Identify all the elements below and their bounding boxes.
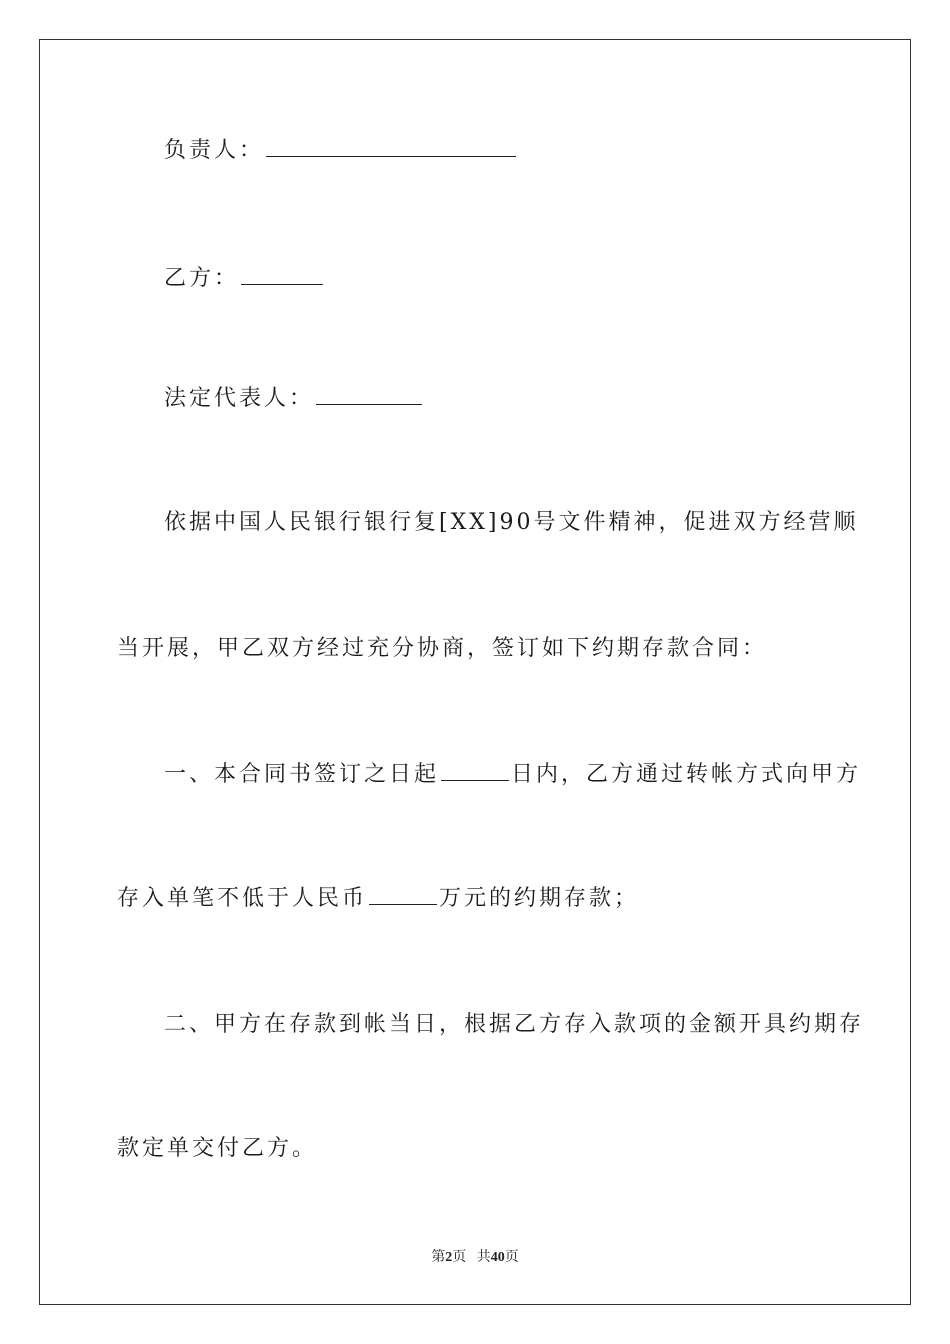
paragraph-line: 当开展，甲乙双方经过充分协商，签订如下约期存款合同： [117,636,768,661]
page-border [39,39,911,1305]
party-b-label: 乙方： [164,266,240,291]
legal-rep-blank [316,384,422,405]
paragraph-line: 依据中国人民银行银行复[XX]90号文件精神，促进双方经营顺 [164,510,859,535]
clause-text: 一、本合同书签订之日起 [164,762,440,787]
clause-text: 存入单笔不低于人民币 [117,886,368,911]
responsible-person-line [164,136,518,166]
clause-2-line: 二、甲方在存款到帐当日，根据乙方存入款项的金额开具约期存 [164,1012,865,1037]
amount-blank [369,884,437,905]
days-blank [441,760,509,781]
party-b-line [164,264,325,294]
responsible-person-blank [266,136,516,157]
total-pages: 40 [490,1250,505,1265]
clause-text: 万元的约期存款； [439,886,640,911]
party-b-blank [241,264,323,285]
clause-2-line: 款定单交付乙方。 [117,1136,318,1161]
responsible-person-label: 负责人： [164,138,265,163]
page-footer: 第2页 共40页 [431,1250,519,1265]
page-number: 2 [445,1250,453,1265]
legal-rep-line [164,384,424,414]
clause-1-line [164,760,861,790]
clause-1-line [117,884,639,914]
legal-rep-label: 法定代表人： [164,386,315,411]
clause-text: 日内，乙方通过转帐方式向甲方 [511,762,862,787]
